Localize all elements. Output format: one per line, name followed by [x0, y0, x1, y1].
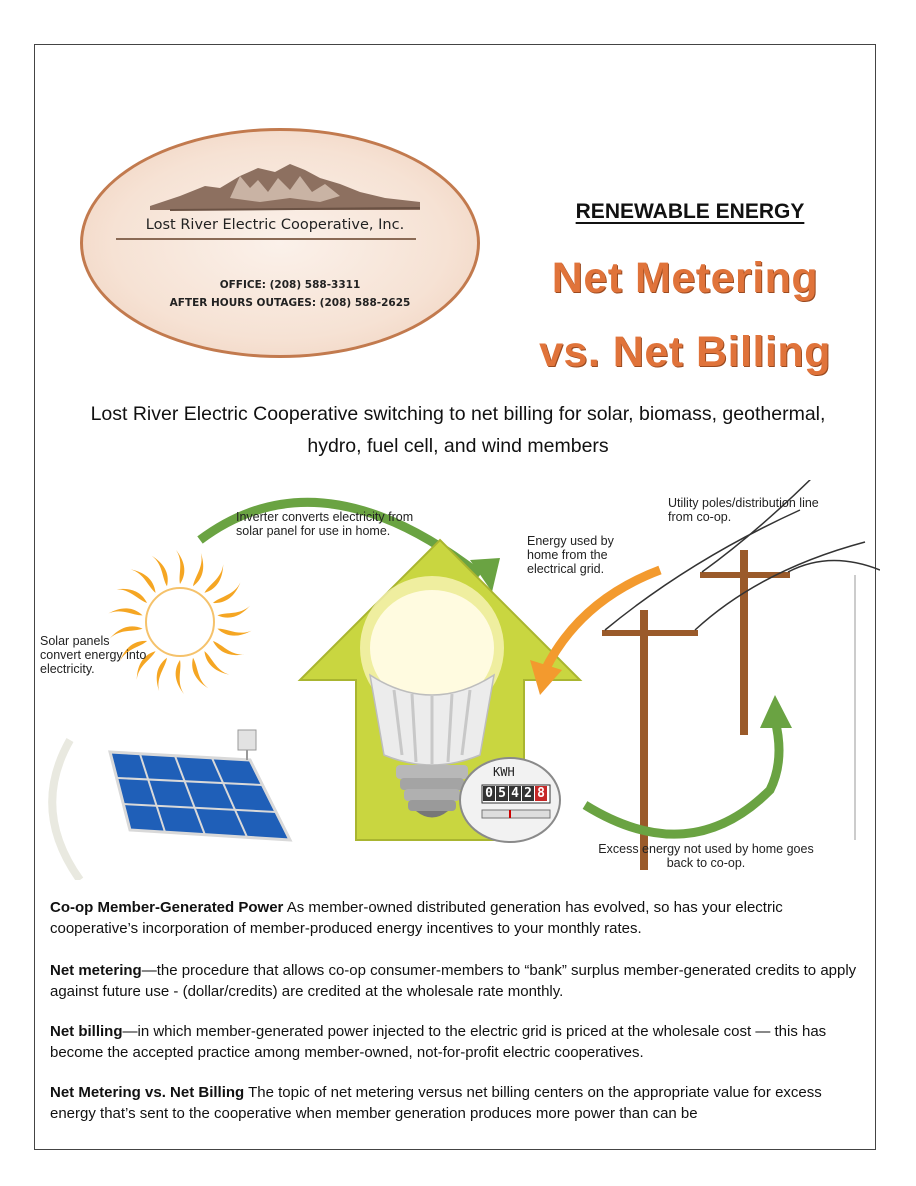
- section-comparison: [50, 1082, 865, 1124]
- office-phone: OFFICE: (208) 588-3311: [219, 279, 361, 291]
- mountains-icon: [150, 158, 420, 218]
- section-member-generated: [50, 897, 865, 939]
- outage-phone: AFTER HOURS OUTAGES: (208) 588-2625: [169, 297, 411, 309]
- section-heading: Net billing: [50, 1023, 123, 1040]
- section-text: The topic of net metering versus net billing centers on the appropriate value for excess energy that’s sent to the cooperative when member generation produces more power than can be: [50, 1084, 822, 1122]
- net-metering-diagram: [40, 480, 880, 880]
- excess-arrowhead: [760, 695, 792, 728]
- title-line-1: Net Metering: [551, 254, 819, 302]
- meter-digit: 5: [496, 786, 508, 801]
- section-heading: Co-op Member-Generated Power: [50, 899, 284, 916]
- category-heading: RENEWABLE ENERGY: [575, 200, 805, 223]
- section-text: —the procedure that allows co-op consumer-members to “bank” surplus member-generated credits to apply against future use - (dollar/credits) are credited at the wholesale rate monthly.: [50, 962, 857, 1000]
- section-heading: Net Metering vs. Net Billing: [50, 1084, 245, 1101]
- company-name: Lost River Electric Cooperative, Inc.: [145, 217, 405, 233]
- inverter-callout: Inverter converts electricity from solar panel for use in home.: [236, 510, 414, 538]
- solar-callout: Solar panels convert energy into electricity.: [40, 634, 147, 676]
- meter-digit: 2: [522, 786, 534, 801]
- meter-digit: 0: [483, 786, 495, 801]
- logo-underline: [116, 238, 416, 240]
- utility-callout: Utility poles/distribution line from co-op.: [668, 496, 819, 524]
- section-net-billing: [50, 1021, 865, 1063]
- kwh-label: KWH: [493, 765, 515, 779]
- excess-arrow: [585, 720, 779, 834]
- excess-callout: Excess energy not used by home goes back to co-op.: [598, 842, 814, 870]
- meter-digit: 4: [509, 786, 521, 801]
- faint-arc: [52, 740, 80, 880]
- meter-digit: 8: [535, 786, 547, 801]
- title-line-2: vs. Net Billing: [539, 328, 831, 376]
- solar-panel-icon: [110, 730, 290, 840]
- section-net-metering: [50, 960, 865, 1002]
- meter-digits: [483, 786, 547, 801]
- section-heading: Net metering: [50, 962, 142, 979]
- section-text: As member-owned distributed generation has evolved, so has your electric cooperative’s incorporation of member-produced energy incentives to your monthly rates.: [50, 899, 783, 937]
- subtitle: Lost River Electric Cooperative switching to net billing for solar, biomass, geothermal, hydro, fuel cell, and wind members: [90, 403, 826, 457]
- section-text: —in which member-generated power injected to the electric grid is priced at the wholesale cost — this has become the accepted practice among member-owned, not-for-profit electric cooperatives.: [50, 1023, 827, 1061]
- energy-used-callout: Energy used by home from the electrical grid.: [527, 534, 614, 576]
